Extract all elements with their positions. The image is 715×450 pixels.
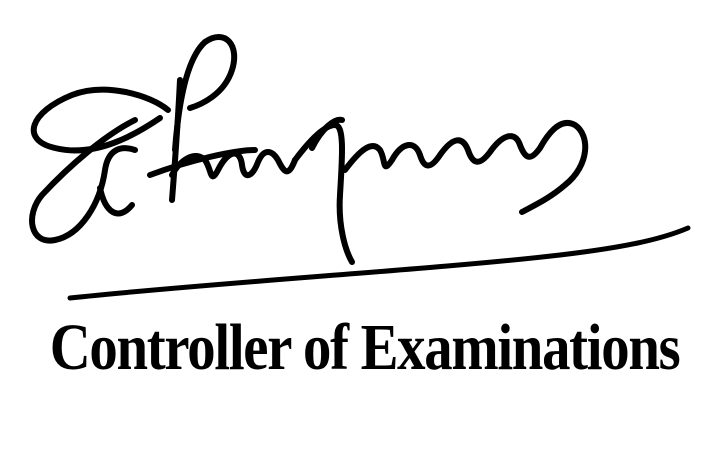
- signature-trailing-letters: [345, 123, 585, 212]
- designation-title: Controller of Examinations: [49, 311, 680, 384]
- signature-tall-letter: [295, 125, 352, 262]
- signature-underline: [70, 228, 688, 298]
- signature-ascender-loop: [175, 37, 234, 150]
- signature-base-loop: [100, 188, 132, 213]
